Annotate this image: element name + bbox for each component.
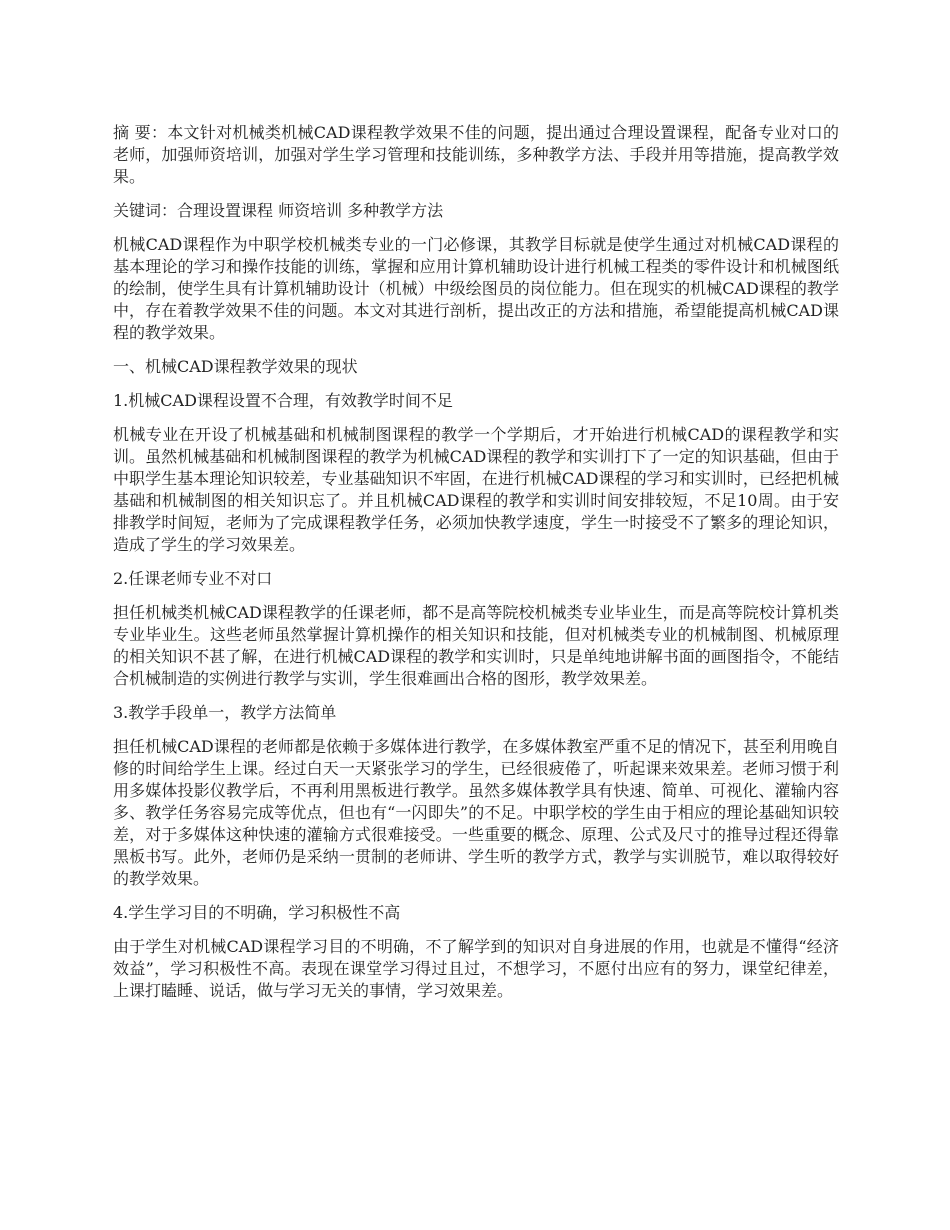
abstract-paragraph: 摘 要：本文针对机械类机械CAD课程教学效果不佳的问题，提出通过合理设置课程，配备专业对口的老师，加强师资培训，加强对学生学习管理和技能训练，多种教学方法、手段并用等措施，提高教学效果。 [113, 123, 839, 186]
intro-paragraph: 机械CAD课程作为中职学校机械类专业的一门必修课，其教学目标就是使学生通过对机械CAD课程的基本理论的学习和操作技能的训练，掌握和应用计算机辅助设计进行机械工程类的零件设计和机械图纸的绘制，使学生具有计算机辅助设计（机械）中级绘图员的岗位能力。但在现实的机械CAD课程的教学中，存在着教学效果不佳的问题。本文对其进行剖析，提出改正的方法和措施，希望能提高机械CAD课程的教学效果。 [113, 235, 839, 342]
section-heading-1: 一、机械CAD课程教学效果的现状 [113, 357, 358, 376]
subsection-heading-3: 3.教学手段单一，教学方法简单 [113, 703, 337, 722]
document-body [113, 122, 839, 1014]
keywords-paragraph: 关键词：合理设置课程 师资培训 多种教学方法 [113, 201, 444, 220]
subsection-heading-1: 1.机械CAD课程设置不合理，有效教学时间不足 [113, 391, 453, 410]
subsection-heading-4: 4.学生学习目的不明确，学习积极性不高 [113, 903, 401, 922]
body-paragraph-1: 机械专业在开设了机械基础和机械制图课程的教学一个学期后，才开始进行机械CAD的课程教学和实训。虽然机械基础和机械制图课程的教学为机械CAD课程的教学和实训打下了一定的知识基础，但由于中职学生基本理论知识较差，专业基础知识不牢固，在进行机械CAD课程的学习和实训时，已经把机械基础和机械制图的相关知识忘了。并且机械CAD课程的教学和实训时间安排较短，不足10周。由于安排教学时间短，老师为了完成课程教学任务，必须加快教学速度，学生一时接受不了繁多的理论知识，造成了学生的学习效果差。 [113, 425, 839, 554]
subsection-heading-2: 2.任课老师专业不对口 [113, 569, 273, 588]
body-paragraph-4: 由于学生对机械CAD课程学习目的不明确，不了解学到的知识对自身进展的作用，也就是不懂得“经济效益”，学习积极性不高。表现在课堂学习得过且过，不想学习，不愿付出应有的努力，课堂纪律差，上课打瞌睡、说话，做与学习无关的事情，学习效果差。 [113, 937, 839, 1000]
body-paragraph-2: 担任机械类机械CAD课程教学的任课老师，都不是高等院校机械类专业毕业生，而是高等院校计算机类专业毕业生。这些老师虽然掌握计算机操作的相关知识和技能，但对机械类专业的机械制图、机械原理的相关知识不甚了解，在进行机械CAD课程的教学和实训时，只是单纯地讲解书面的画图指令，不能结合机械制造的实例进行教学与实训，学生很难画出合格的图形，教学效果差。 [113, 603, 839, 688]
body-paragraph-3: 担任机械CAD课程的老师都是依赖于多媒体进行教学，在多媒体教室严重不足的情况下，甚至利用晚自修的时间给学生上课。经过白天一天紧张学习的学生，已经很疲倦了，听起课来效果差。老师习惯于利用多媒体投影仪教学后，不再利用黑板进行教学。虽然多媒体教学具有快速、简单、可视化、灌输内容多、教学任务容易完成等优点，但也有“一闪即失”的不足。中职学校的学生由于相应的理论基础知识较差，对于多媒体这种快速的灌输方式很难接受。一些重要的概念、原理、公式及尺寸的推导过程还得靠黑板书写。此外，老师仍是采纳一贯制的老师讲、学生听的教学方式，教学与实训脱节，难以取得较好的教学效果。 [113, 737, 839, 888]
